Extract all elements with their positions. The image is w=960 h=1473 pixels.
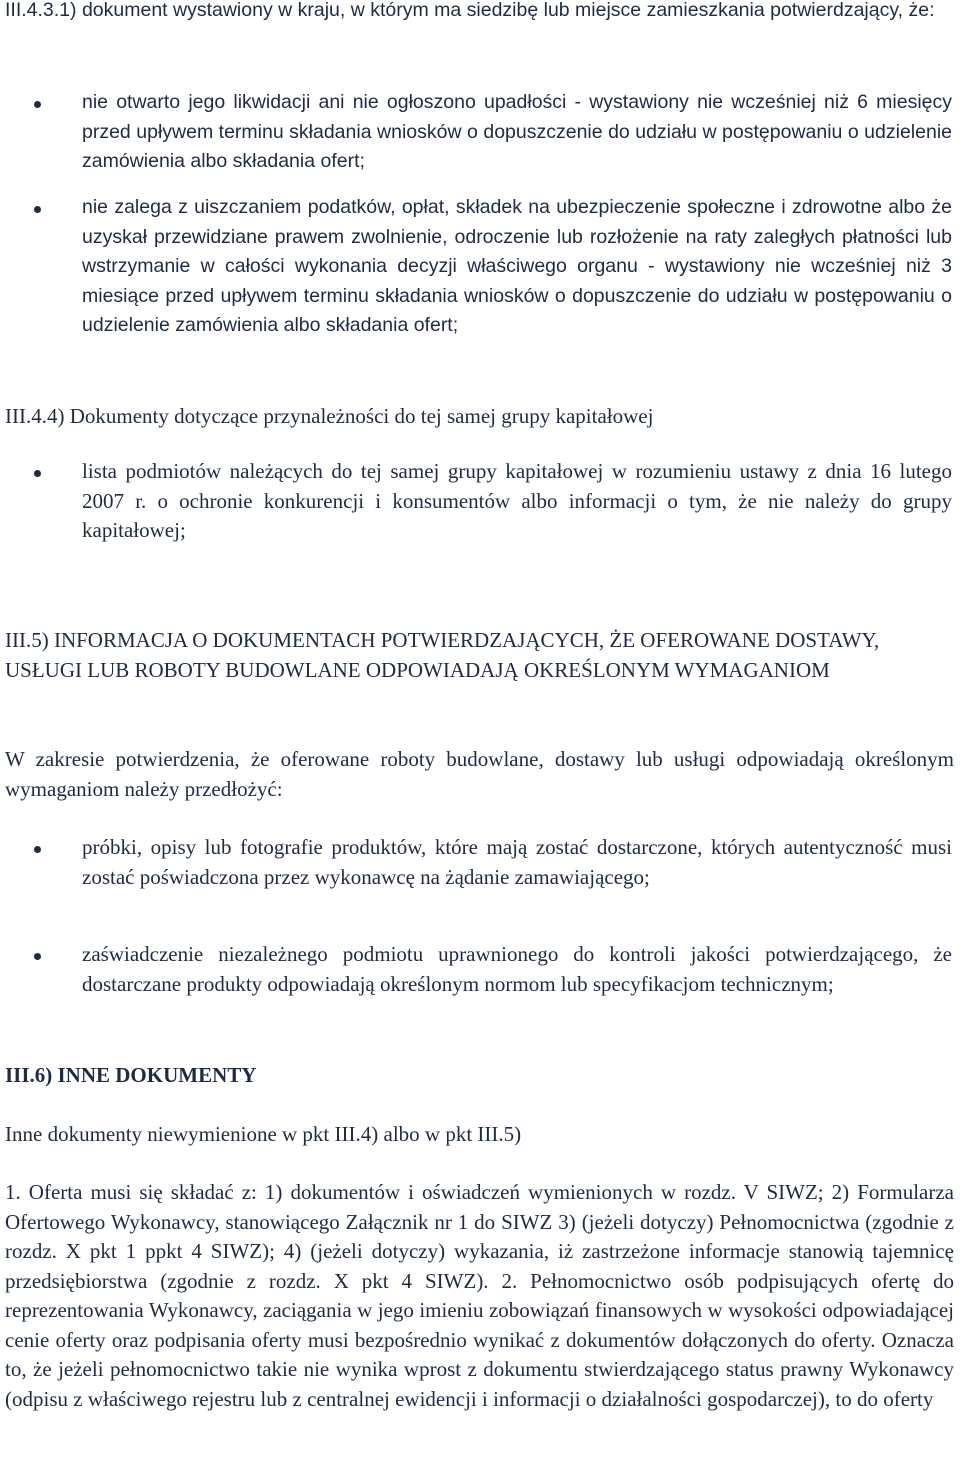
bullet-icon: [34, 101, 41, 108]
bullet-icon: [34, 846, 41, 853]
section-intro: W zakresie potwierdzenia, że oferowane roboty budowlane, dostawy lub usługi odpowiadają określonym wymaganiom należy przedłożyć:: [5, 747, 954, 801]
list-item: próbki, opisy lub fotografie produktów, które mają zostać dostarczone, których autentyczność musi zostać poświadczona przez wykonawcę na żądanie zamawiającego;: [82, 835, 952, 889]
bullet-icon: [34, 206, 41, 213]
bullet-icon: [34, 470, 41, 477]
section-body: 1. Oferta musi się składać z: 1) dokumentów i oświadczeń wymienionych w rozdz. V SIWZ; 2) Formularza Ofertowego Wykonawcy, stanowiącego Załącznik nr 1 do SIWZ 3) (jeżeli dotyczy) Pełnomocnictwa (zgodnie z rozdz. X pkt 1 ppkt 4 SIWZ); 4) (jeżeli dotyczy) wykazania, iż zastrzeżone informacje stanowią tajemnicę przedsiębiorstwa (zgodnie z rozdz. X pkt 4 SIWZ). 2. Pełnomocnictwo osób podpisujących ofertę do reprezentowania Wykonawcy, zaciągania w jego imieniu zobowiązań finansowych w wysokości odpowiadającej cenie oferty oraz podpisania oferty musi bezpośrednio wynikać z dokumentów dołączonych do oferty. Oznacza to, że jeżeli pełnomocnictwo takie nie wynika wprost z dokumentu stwierdzającego status prawny Wykonawcy (odpisu z właściwego rejestru lub z centralnej ewidencji i informacji o działalności gospodarczej), to do oferty: [5, 1180, 954, 1411]
list-item: nie otwarto jego likwidacji ani nie ogłoszono upadłości - wystawiony nie wcześniej niż 6 miesięcy przed upływem terminu składania wniosków o dopuszczenie do udziału w postępowaniu o udzielenie zamówienia albo składania ofert;: [82, 91, 952, 172]
section-heading-iii-4-4: III.4.4) Dokumenty dotyczące przynależności do tej samej grupy kapitałowej: [5, 404, 654, 428]
bullet-icon: [34, 953, 41, 960]
list-item: zaświadczenie niezależnego podmiotu uprawnionego do kontroli jakości potwierdzającego, że dostarczane produkty odpowiadają określonym normom lub specyfikacjom technicznym;: [82, 942, 952, 996]
section-heading-iii-5: III.5) INFORMACJA O DOKUMENTACH POTWIERDZAJĄCYCH, ŻE OFEROWANE DOSTAWY, USŁUGI LUB ROBOTY BUDOWLANE ODPOWIADAJĄ OKREŚLONYM WYMAGANIOM: [5, 628, 880, 682]
list-item: nie zalega z uiszczaniem podatków, opłat, składek na ubezpieczenie społeczne i zdrowotne albo że uzyskał przewidziane prawem zwolnienie, odroczenie lub rozłożenie na raty zaległych płatności lub wstrzymanie w całości wykonania decyzji właściwego organu - wystawiony nie wcześniej niż 3 miesiące przed upływem terminu składania wniosków o dopuszczenie do udziału w postępowaniu o udzielenie zamówienia albo składania ofert;: [82, 196, 952, 336]
section-intro: Inne dokumenty niewymienione w pkt III.4) albo w pkt III.5): [5, 1122, 522, 1146]
section-heading-iii-6: III.6) INNE DOKUMENTY: [5, 1063, 257, 1087]
section-heading-iii-4-3-1: III.4.3.1) dokument wystawiony w kraju, w którym ma siedzibę lub miejsce zamieszkania potwierdzający, że:: [5, 0, 935, 21]
list-item: lista podmiotów należących do tej samej grupy kapitałowej w rozumieniu ustawy z dnia 16 lutego 2007 r. o ochronie konkurencji i konsumentów albo informacji o tym, że nie należy do grupy kapitałowej;: [82, 459, 952, 542]
